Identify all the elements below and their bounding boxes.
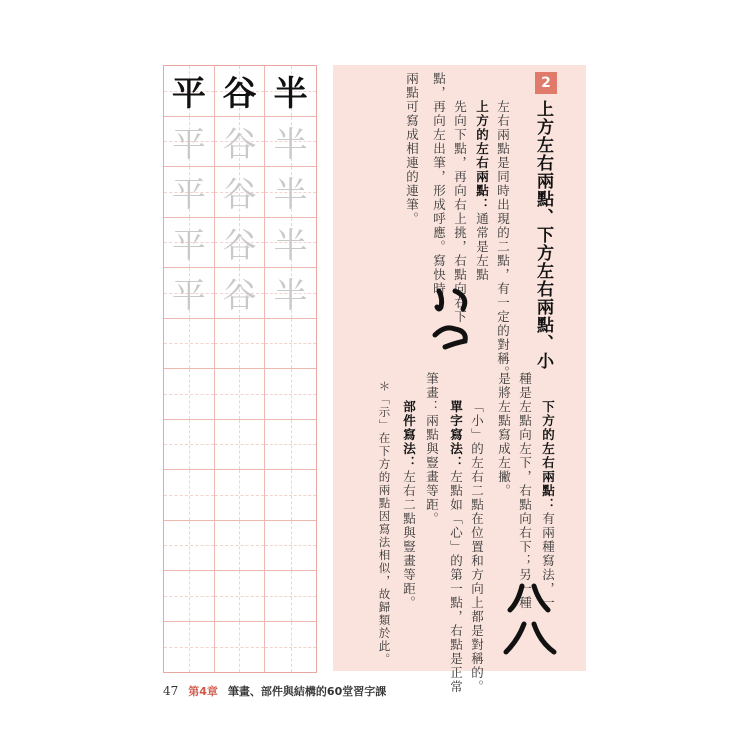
grid-cell	[215, 571, 266, 622]
section-number-badge: 2	[535, 72, 557, 94]
grid-cell	[164, 571, 215, 622]
grid-cell	[265, 268, 316, 319]
grid-cell	[215, 622, 266, 673]
top-points-line-3: 點，再向左出筆，形成呼應。寫快時	[431, 72, 447, 296]
grid-cell	[164, 319, 215, 370]
grid-cell	[265, 167, 316, 218]
top-points-label: 上方的左右兩點：	[474, 100, 490, 212]
model-character: 半	[273, 74, 308, 115]
grid-cell	[265, 117, 316, 168]
bottom-two-points-example-icon	[500, 580, 560, 660]
xiao-line-3: 筆畫：兩點與豎畫等距。	[424, 372, 440, 526]
page-number: 47	[163, 684, 179, 698]
bottom-points-line-2: 種是左點向左下，右點向右下；另一種	[517, 372, 533, 610]
grid-cell	[164, 622, 215, 673]
grid-cell	[215, 218, 266, 269]
grid-cell	[215, 117, 266, 168]
xiao-line-1: 「小」的左右二點在位置和方向上都是對稱的。	[469, 400, 485, 694]
trace-character: 半	[273, 276, 308, 317]
xiao-label: 單字寫法：	[448, 400, 464, 470]
grid-cell	[164, 268, 215, 319]
grid-cell	[215, 268, 266, 319]
intro-text: 左右兩點是同時出現的二點，有一定的對稱。	[495, 100, 511, 380]
trace-character: 谷	[222, 124, 257, 165]
grid-cell	[265, 319, 316, 370]
grid-cell	[265, 571, 316, 622]
trace-character: 半	[273, 175, 308, 216]
model-character: 谷	[222, 74, 257, 115]
top-points-line-1	[475, 100, 488, 282]
xiao-line-2	[449, 400, 462, 694]
chapter-label: 第4章	[188, 685, 218, 698]
bottom-points-line-3: 是將左點寫成左撇。	[496, 372, 512, 498]
trace-character: 谷	[222, 175, 257, 216]
grid-cell	[164, 470, 215, 521]
grid-cell	[164, 167, 215, 218]
top-points-line-4: 兩點可寫成相連的連筆。	[404, 72, 420, 226]
trace-character: 半	[273, 225, 308, 266]
bottom-points-text-1: 有兩種寫法，一	[540, 512, 556, 610]
bottom-points-label: 下方的左右兩點：	[540, 400, 556, 512]
trace-character: 半	[273, 124, 308, 165]
trace-character: 平	[171, 175, 206, 216]
bottom-points-line-1	[541, 400, 554, 610]
grid-cell	[164, 369, 215, 420]
note: ＊「示」在下方的兩點因寫法相似，故歸類於此。	[377, 380, 392, 666]
grid-cell	[164, 66, 215, 117]
page-footer	[163, 683, 386, 699]
top-two-points-example-icon	[425, 285, 485, 355]
grid-cell	[164, 420, 215, 471]
grid-cell	[265, 369, 316, 420]
grid-cell	[215, 167, 266, 218]
top-points-line-2: 先向下點，再向右上挑，右點向右下	[452, 100, 468, 324]
grid-cell	[215, 369, 266, 420]
grid-cell	[164, 218, 215, 269]
trace-character: 平	[171, 225, 206, 266]
top-points-text-1: 通常是左點	[474, 212, 490, 282]
grid-cell	[265, 66, 316, 117]
grid-cell	[265, 420, 316, 471]
grid-cell	[215, 66, 266, 117]
grid-cell	[215, 319, 266, 370]
part-line	[402, 400, 415, 610]
trace-character: 平	[171, 124, 206, 165]
trace-character: 谷	[222, 225, 257, 266]
grid-cell	[265, 218, 316, 269]
grid-cell	[265, 622, 316, 673]
model-character: 平	[171, 74, 206, 115]
grid-cell	[164, 117, 215, 168]
section-title: 上方左右兩點、下方左右兩點、小	[533, 100, 553, 370]
part-label: 部件寫法：	[401, 400, 417, 470]
xiao-text-2: 左點如「心」的第一點，右點是正常	[448, 470, 464, 694]
grid-cell	[215, 470, 266, 521]
trace-character: 谷	[222, 276, 257, 317]
part-text: 左右二點與豎畫等距。	[401, 470, 417, 610]
grid-cell	[265, 521, 316, 572]
trace-character: 平	[171, 276, 206, 317]
grid-cell	[215, 521, 266, 572]
book-title: 筆畫、部件與結構的60堂習字課	[227, 685, 387, 698]
grid-cell	[215, 420, 266, 471]
grid-cell	[265, 470, 316, 521]
practice-grid	[163, 65, 317, 673]
grid-cell	[164, 521, 215, 572]
